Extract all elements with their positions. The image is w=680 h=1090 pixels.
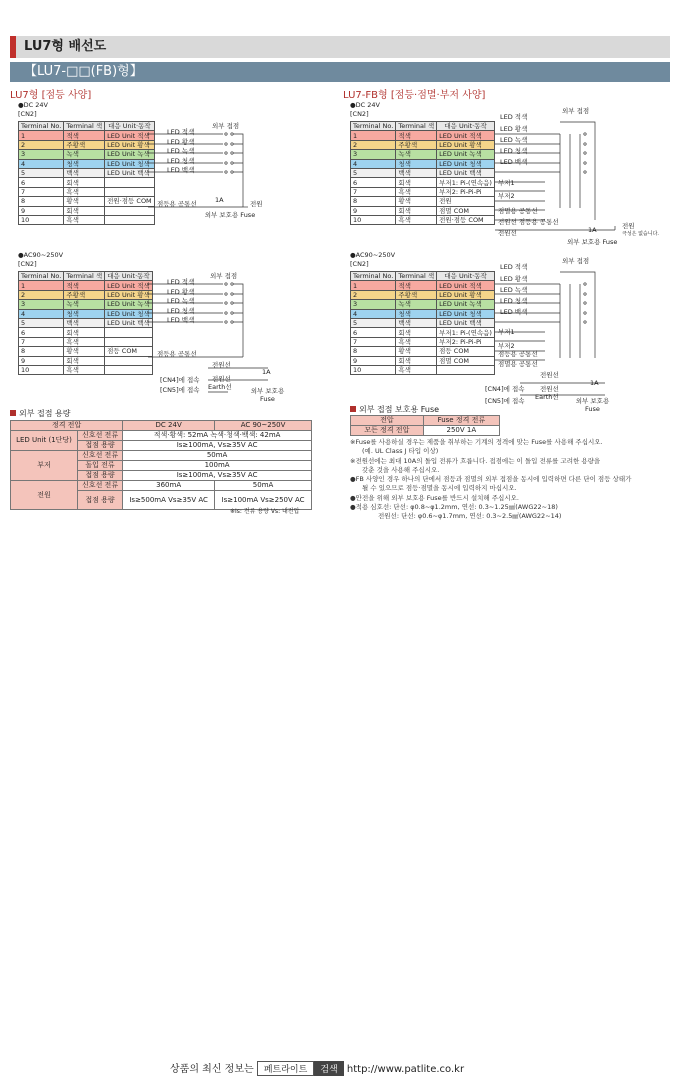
cell: LED Unit 황색 <box>105 290 153 299</box>
cell: 4 <box>19 159 64 168</box>
cell: LED Unit 백색 <box>105 168 155 177</box>
note-line: ●안전을 위해 외부 보호용 Fuse를 반드시 설치해 주십시오. <box>350 493 519 502</box>
cell: LED Unit 청색 <box>105 309 153 318</box>
cell: 7 <box>351 187 396 196</box>
cell: 회색 <box>64 356 105 365</box>
cell: 250V 1A <box>423 426 499 436</box>
cell: 흑색 <box>396 187 437 196</box>
cell: 3 <box>19 150 64 159</box>
led-label: LED 녹색 <box>500 136 528 144</box>
cell: 7 <box>19 187 64 196</box>
power-note: 극성은 없습니다. <box>622 231 659 237</box>
cell: 부저1: Pi-(연속음) <box>437 328 495 337</box>
cell: 전압 <box>351 416 424 426</box>
cell: 3 <box>351 150 396 159</box>
cell: 녹색 <box>396 300 437 309</box>
cell: 흑색 <box>396 215 437 224</box>
cell: 신호선 전류 <box>77 451 122 461</box>
power-line-label: 전원선 <box>540 385 559 393</box>
cell: 청색 <box>396 309 437 318</box>
led-label: LED 황색 <box>167 288 195 296</box>
cell: 전원 <box>437 197 495 206</box>
cell: 5 <box>351 168 396 177</box>
cell: 10 <box>351 215 396 224</box>
fuse-rating: 1A <box>215 196 224 204</box>
cell: 회색 <box>396 356 437 365</box>
cell: DC 24V <box>123 421 215 431</box>
cell: 적색 <box>396 281 437 290</box>
power-line-label: 전원선 <box>212 361 231 369</box>
cell: 6 <box>19 178 64 187</box>
cell: 3 <box>19 300 64 309</box>
cell: 5 <box>19 168 64 177</box>
col-unit-action: 대응 Unit·동작 <box>105 122 155 131</box>
cell: 녹색 <box>64 300 105 309</box>
cell: LED Unit 백색 <box>437 168 495 177</box>
led-label: LED 청색 <box>500 297 528 305</box>
cell: 부저 <box>11 451 78 481</box>
cell: 황색 <box>396 197 437 206</box>
note-line: ●적용 심호선: 단선: φ0.8~φ1.2mm, 연선: 0.3~1.25㎟(AWG22~18) <box>350 503 558 512</box>
cell: 50mA <box>215 481 312 491</box>
left-ac-cn: [CN2] <box>18 260 37 268</box>
cell: 7 <box>19 337 64 346</box>
cell: 황색 <box>396 347 437 356</box>
note-line: ●FB 사양인 경우 하나의 단에서 점등과 점멸의 외부 접점을 동시에 입력하면 다른 단이 점등 상태가 <box>350 475 632 484</box>
cell: Is≥500mA Vs≥35V AC <box>123 491 215 510</box>
cell: LED Unit 황색 <box>437 290 495 299</box>
cell: 흑색 <box>64 215 105 224</box>
cell: 10 <box>19 365 64 374</box>
cell: AC 90~250V <box>215 421 312 431</box>
right-ac-cn: [CN2] <box>350 260 369 268</box>
cell: 주황색 <box>64 290 105 299</box>
brand-search-box[interactable]: 페트라이트 <box>257 1061 314 1076</box>
search-button[interactable]: 검색 <box>314 1061 343 1076</box>
note-line: (예. UL Class J 타입 이상) <box>362 447 439 456</box>
left-ac-label: ●AC90~250V <box>18 251 64 259</box>
cell: 9 <box>351 206 396 215</box>
cell: 점등 COM <box>437 347 495 356</box>
right-dc-label: ●DC 24V <box>350 101 380 109</box>
led-label: LED 적색 <box>167 278 195 286</box>
led-label: LED 백색 <box>500 308 528 316</box>
led-label: LED 녹색 <box>500 286 528 294</box>
cell: 황색 <box>64 347 105 356</box>
cell: 3 <box>351 300 396 309</box>
cell: LED Unit 백색 <box>105 318 153 327</box>
right-dc-cn: [CN2] <box>350 110 369 118</box>
note-line: ※Fuse를 사용하실 경우는 제품을 취부하는 기계의 정격에 맞는 Fuse를 사용해 주십시오. <box>350 438 603 446</box>
cell: 1 <box>351 281 396 290</box>
cell: 7 <box>351 337 396 346</box>
cell: 신호선 전류 <box>77 431 122 441</box>
buzzer-label: 부저1 <box>498 328 515 336</box>
led-label: LED 백색 <box>167 316 195 324</box>
cell: 흑색 <box>396 365 437 374</box>
cell: LED Unit 청색 <box>437 309 495 318</box>
cell: 백색 <box>64 168 105 177</box>
power-line-label: 전원선 <box>498 229 517 237</box>
cell: 전원·점등 COM <box>437 215 495 224</box>
cell: 청색 <box>396 159 437 168</box>
note-line: ※전원선에는 최대 10A의 돌입 전류가 흐릅니다. 접점에는 이 돌입 전류를 고려한 용량을 <box>350 456 601 465</box>
cell: 360mA <box>123 481 215 491</box>
cell: 주황색 <box>396 140 437 149</box>
cell: 회색 <box>396 178 437 187</box>
cell: 회색 <box>396 206 437 215</box>
ext-contact-label: 외부 접점 <box>210 272 238 280</box>
notes-block <box>350 438 670 522</box>
fuse-rating: 1A <box>588 226 597 234</box>
cn4-label: [CN4]에 접속 <box>485 385 525 393</box>
cell: 5 <box>19 318 64 327</box>
cell: 녹색 <box>64 150 105 159</box>
cell: Fuse 정격 전류 <box>423 416 499 426</box>
cell: 4 <box>351 159 396 168</box>
power-label: 전원 <box>622 222 635 230</box>
note-line: 될 수 있으므로 점등·점멸을 동시에 입력하지 마십시오. <box>362 484 517 493</box>
cell: 적색·황색: 52mA 녹색·청색·백색: 42mA <box>123 431 312 441</box>
cell: 적색 <box>64 131 105 140</box>
cell: Is≥100mA, Vs≥35V AC <box>123 441 312 451</box>
section-title: LU7형 배선도 <box>10 36 670 58</box>
col-terminal-no: Terminal No. <box>19 122 64 131</box>
cell: 9 <box>19 206 64 215</box>
fuse-label: 외부 보호용 Fuse <box>204 211 256 219</box>
cell: LED Unit 황색 <box>437 140 495 149</box>
cell: 회색 <box>396 328 437 337</box>
spec-title: 외부 접점 용량 <box>10 408 70 419</box>
cell: LED Unit 적색 <box>105 131 155 140</box>
cell: 8 <box>19 347 64 356</box>
cn5-label: [CN5]에 접속 <box>160 386 200 394</box>
ext-contact-label: 외부 접점 <box>212 122 240 130</box>
cell: 흑색 <box>64 187 105 196</box>
led-label: LED 황색 <box>500 125 528 133</box>
fuse-rating: 1A <box>262 368 271 376</box>
cell: 6 <box>351 328 396 337</box>
led-label: LED 황색 <box>167 138 195 146</box>
cell: 주황색 <box>64 140 105 149</box>
fuse-label: 외부 보호용 Fuse <box>567 238 618 246</box>
col-terminal-color: Terminal 색 <box>396 272 437 281</box>
cell: Is≥100mA, Vs≥35V AC <box>123 471 312 481</box>
right-ac-terminal-table <box>350 271 495 375</box>
cell: LED Unit 녹색 <box>105 300 153 309</box>
cell: LED Unit 적색 <box>105 281 153 290</box>
cell: 전원 <box>11 481 78 510</box>
cell: LED Unit 녹색 <box>437 300 495 309</box>
cell: 1 <box>19 281 64 290</box>
cell: 모든 정격 전압 <box>351 426 424 436</box>
right-heading: LU7-FB형 [점등·점멸·부저 사양] <box>343 90 486 101</box>
cell: 적색 <box>396 131 437 140</box>
spec-footnote: ※Is: 전류 용량 Vs: 내전압 <box>230 508 300 515</box>
cell: 1 <box>19 131 64 140</box>
cell: 8 <box>351 197 396 206</box>
cell: LED Unit 황색 <box>105 140 155 149</box>
cell: 2 <box>19 290 64 299</box>
col-terminal-color: Terminal 색 <box>396 122 437 131</box>
cell: 백색 <box>64 318 105 327</box>
cell: LED Unit 적색 <box>437 131 495 140</box>
power-line-label: 전원선 <box>540 371 559 379</box>
col-terminal-no: Terminal No. <box>351 122 396 131</box>
led-label: LED 백색 <box>167 166 195 174</box>
power-common-label: 전원선 점등용 공통선 <box>498 218 559 226</box>
col-terminal-no: Terminal No. <box>351 272 396 281</box>
cell: 9 <box>351 356 396 365</box>
cell: 신호선 전류 <box>77 481 122 491</box>
cell: 4 <box>19 309 64 318</box>
note-line: 갖춘 것을 사용해 주십시오. <box>362 465 440 474</box>
col-terminal-color: Terminal 색 <box>64 122 105 131</box>
left-ac-terminal-table <box>18 271 153 375</box>
cell: 부저1: Pi-(연속음) <box>437 178 495 187</box>
cell: 점멸 COM <box>437 206 495 215</box>
cell: 10 <box>19 215 64 224</box>
flash-common-label: 점멸용 공통선 <box>498 360 538 368</box>
cell: 청색 <box>64 159 105 168</box>
cell: 전원·점등 COM <box>105 197 155 206</box>
cell: 6 <box>19 328 64 337</box>
cell: LED Unit 청색 <box>105 159 155 168</box>
buzzer-label: 부저1 <box>498 179 515 187</box>
cell: 청색 <box>64 309 105 318</box>
cell: 회색 <box>64 206 105 215</box>
ext-contact-label: 외부 접점 <box>562 257 590 265</box>
cn5-label: [CN5]에 접속 <box>485 397 525 405</box>
cell: 회색 <box>64 178 105 187</box>
led-label: LED 황색 <box>500 275 528 283</box>
led-label: LED 청색 <box>167 307 195 315</box>
footer-url[interactable]: http://www.patlite.co.kr <box>346 1064 465 1075</box>
ext-contact-label: 외부 접점 <box>562 107 590 115</box>
buzzer-label: 부저2 <box>498 192 515 200</box>
col-unit-action: 대응 Unit·동작 <box>437 272 495 281</box>
fuse-table <box>350 415 500 436</box>
cell: 점등 COM <box>105 347 153 356</box>
cell: 백색 <box>396 318 437 327</box>
cell: 흑색 <box>64 365 105 374</box>
sub-title: 【LU7-□□(FB)형】 <box>10 62 670 82</box>
cn4-label: [CN4]에 접속 <box>160 376 200 384</box>
cell: LED Unit 적색 <box>437 281 495 290</box>
cell: 9 <box>19 356 64 365</box>
cell: LED Unit 청색 <box>437 159 495 168</box>
common-line-label: 점등용 공통선 <box>157 350 197 358</box>
cell: LED Unit 녹색 <box>437 150 495 159</box>
fuse-table-title: 외부 접점 보호용 Fuse <box>350 404 439 415</box>
cell: 흑색 <box>396 337 437 346</box>
right-dc-terminal-table <box>350 121 495 225</box>
cell: 5 <box>351 318 396 327</box>
cell: 접점 용량 <box>77 471 122 481</box>
led-label: LED 적색 <box>167 128 195 136</box>
cell: 주황색 <box>396 290 437 299</box>
cell: 100mA <box>123 461 312 471</box>
cell: 적색 <box>64 281 105 290</box>
cell: LED Unit 녹색 <box>105 150 155 159</box>
common-line-label: 점등용 공통선 <box>157 200 197 208</box>
cell: 부저2: Pi-Pi-Pi <box>437 187 495 196</box>
cell: 8 <box>351 347 396 356</box>
cell: 접점 용량 <box>77 491 122 510</box>
col-terminal-color: Terminal 색 <box>64 272 105 281</box>
cell: 정격 전압 <box>11 421 123 431</box>
cell: 돌입 전류 <box>77 461 122 471</box>
cell: 8 <box>19 197 64 206</box>
cell: 부저2: Pi-Pi-Pi <box>437 337 495 346</box>
cell: 50mA <box>123 451 312 461</box>
fuse-label: 외부 보호용 Fuse <box>250 387 285 403</box>
cell: LED Unit 백색 <box>437 318 495 327</box>
power-label: 전원 <box>250 200 263 208</box>
right-ac-label: ●AC90~250V <box>350 251 396 259</box>
col-terminal-no: Terminal No. <box>19 272 64 281</box>
cell: 2 <box>351 140 396 149</box>
left-dc-terminal-table <box>18 121 155 225</box>
spec-table <box>10 420 312 510</box>
note-line: 전원선: 단선: φ0.6~φ1.7mm, 연선: 0.3~2.5㎟(AWG22~14) <box>378 512 562 521</box>
led-label: LED 청색 <box>167 157 195 165</box>
col-unit-action: 대응 Unit·동작 <box>105 272 153 281</box>
cell: 접점 용량 <box>77 441 122 451</box>
cell: 2 <box>351 290 396 299</box>
footer-text: 상품의 최신 정보는 <box>170 1064 254 1075</box>
fuse-label: 외부 보호용 Fuse <box>575 397 610 413</box>
col-unit-action: 대응 Unit·동작 <box>437 122 495 131</box>
cell: 황색 <box>64 197 105 206</box>
left-heading: LU7형 [점등 사양] <box>10 90 92 101</box>
cell: 회색 <box>64 328 105 337</box>
cell: 1 <box>351 131 396 140</box>
cell: 점멸 COM <box>437 356 495 365</box>
flash-common-label: 점멸용 공통선 <box>498 207 538 215</box>
buzzer-label: 부저2 <box>498 342 515 350</box>
earth-label: Earth선 <box>535 393 559 401</box>
led-label: LED 적색 <box>500 113 528 121</box>
footer <box>170 1060 464 1076</box>
cell: LED Unit (1단당) <box>11 431 78 451</box>
cell: 2 <box>19 140 64 149</box>
common-line-label: 점등용 공통선 <box>498 350 538 358</box>
led-label: LED 백색 <box>500 158 528 166</box>
cell: 6 <box>351 178 396 187</box>
cell: 10 <box>351 365 396 374</box>
cell: 녹색 <box>396 150 437 159</box>
cell: 흑색 <box>64 337 105 346</box>
power-line-label: 전원선 <box>212 375 231 383</box>
left-dc-cn: [CN2] <box>18 110 37 118</box>
cell: Is≥100mA Vs≥250V AC <box>215 491 312 510</box>
led-label: LED 적색 <box>500 263 528 271</box>
cell: 4 <box>351 309 396 318</box>
cell: 백색 <box>396 168 437 177</box>
fuse-rating: 1A <box>590 379 599 387</box>
earth-label: Earth선 <box>208 383 232 391</box>
led-label: LED 녹색 <box>167 297 195 305</box>
led-label: LED 청색 <box>500 147 528 155</box>
led-label: LED 녹색 <box>167 147 195 155</box>
left-dc-label: ●DC 24V <box>18 101 48 109</box>
